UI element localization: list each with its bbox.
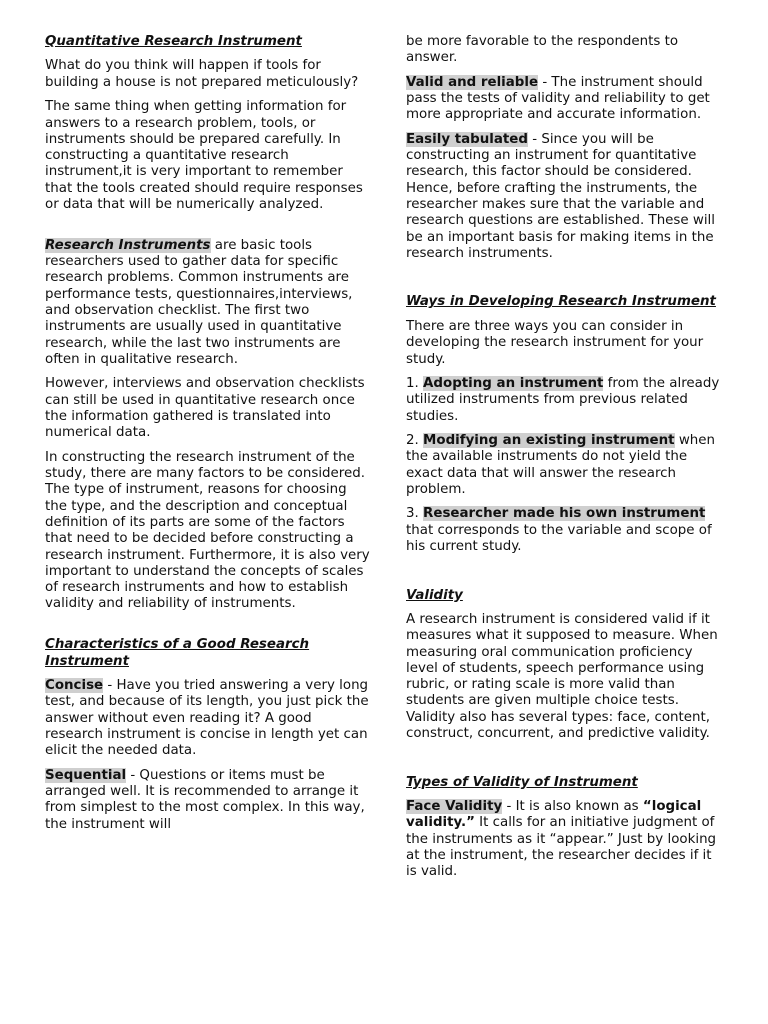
paragraph-research-instruments (45, 238, 370, 368)
paragraph-text: - Have you tried answering a very long test, and because of its length, you just pick the answer without even reading it? A good research instrument is concise in length yet can elicit the needed data. (45, 678, 369, 759)
paragraph-text: - Questions or items must be arranged well. It is recommended to arrange it from simplest to the most complex. In this way, the instrument will (45, 767, 365, 832)
list-item-researcher-made (406, 506, 726, 555)
paragraph-face-validity (406, 799, 726, 880)
term-adopting: Adopting an instrument (423, 375, 604, 391)
term-sequential: Sequential (45, 767, 127, 783)
logical-validity-quote: “logical validity.” (406, 799, 702, 831)
paragraph-text: that corresponds to the variable and scope of his current study. (406, 522, 712, 555)
left-column (45, 34, 370, 841)
paragraph-text: - It is also known as (502, 799, 643, 815)
heading-quantitative-research-instrument: Quantitative Research Instrument (45, 34, 302, 49)
paragraph-constructing: In constructing the research instrument of the study, there are many factors to be considered. The type of instrument, reasons for choosing the type, and the description and conceptual definition of its parts are some of the factors that need to be decided before constructing a research instrument. Furthermore, it is also very important to understand the concepts of scales of research instruments and how to establish validity and reliability of instruments. (45, 449, 370, 612)
term-modifying: Modifying an existing instrument (423, 433, 675, 449)
term-researcher-made: Researcher made his own instrument (423, 506, 706, 522)
list-number: 1. (406, 375, 424, 391)
right-column (406, 34, 726, 889)
paragraph-concise (45, 678, 370, 759)
paragraph-continued: be more favorable to the respondents to answer. (406, 34, 679, 66)
heading-characteristics: Characteristics of a Good Research Instrument (45, 637, 310, 669)
term-easily-tabulated: Easily tabulated (406, 131, 528, 147)
paragraph-intro-question: What do you think will happen if tools for building a house is not prepared meticulously? (45, 58, 359, 90)
paragraph-text: - Since you will be constructing an instrument for quantitative research, this factor should be considered. Hence, before crafting the instruments, the researcher makes sure that the variable and research questions are established. These will be an important basis for making items in the research instruments. (406, 131, 715, 261)
paragraph-text: are basic tools researchers used to gather data for specific research problems. Common instruments are performance tests, questionnaires,interviews, and observation checklist. The first two instruments are usually used in quantitative research, while the last two instruments are often in qualitative research. (45, 237, 353, 367)
paragraph-validity: A research instrument is considered valid if it measures what it supposed to measure. When measuring oral communication proficiency level of students, speech performance using rubric, or rating scale is more valid than students are given multiple choice tests. Validity also has several types: face, content, construct, concurrent, and predictive validity. (406, 612, 718, 742)
paragraph-text: when the available instruments do not yield the exact data that will answer the research problem. (406, 433, 715, 497)
heading-validity: Validity (406, 587, 463, 603)
heading-types-validity: Types of Validity of Instrument (406, 774, 638, 790)
paragraph-valid-reliable (406, 75, 726, 124)
term-concise: Concise (45, 678, 104, 693)
heading-ways-developing: Ways in Developing Research Instrument (406, 294, 716, 310)
term-face-validity: Face Validity (406, 799, 503, 815)
paragraph-easily-tabulated (406, 132, 726, 262)
list-number: 2. (406, 433, 424, 449)
paragraph-text: It calls for an initiative judgment of the instruments as it “appear.” Just by looking at the instrument, the researcher decides if it is valid. (406, 815, 717, 880)
list-item-modifying (406, 433, 726, 498)
list-item-adopting (406, 376, 726, 425)
paragraph-sequential (45, 768, 370, 833)
paragraph-ways-intro: There are three ways you can consider in developing the research instrument for your study. (406, 318, 704, 367)
paragraph-interviews: However, interviews and observation checklists can still be used in quantitative research once the information gathered is translated into numerical data. (45, 376, 365, 441)
term-valid-reliable: Valid and reliable (406, 74, 539, 90)
term-research-instruments: Research Instruments (45, 237, 211, 253)
paragraph-text: - The instrument should pass the tests of validity and reliability to get more appropriate and accurate information. (406, 74, 710, 123)
paragraph-text: from the already utilized instruments from previous related studies. (406, 375, 720, 424)
list-number: 3. (406, 506, 424, 522)
paragraph-tools-prepared: The same thing when getting information for answers to a research problem, tools, or instruments should be prepared carefully. In constructing a quantitative research instrument,it is very important to remember that the tools created should require responses or data that will be numerically analyzed. (45, 99, 363, 213)
